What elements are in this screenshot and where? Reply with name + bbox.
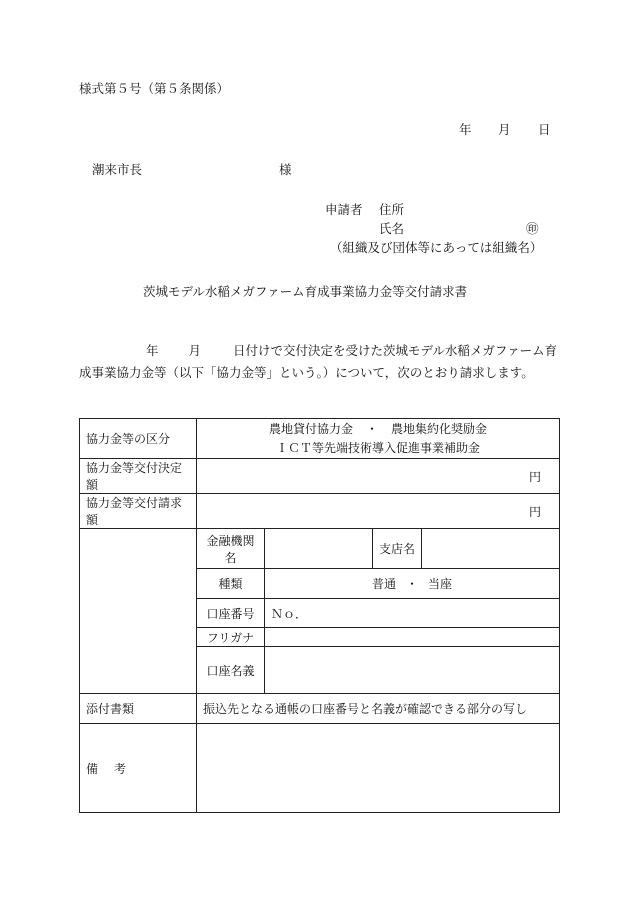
applicant-label: 申請者	[325, 202, 363, 217]
table-row	[80, 694, 560, 724]
addressee: 潮来市長	[92, 162, 143, 177]
type-separator: ・	[405, 577, 418, 591]
account-type-options[interactable]	[265, 569, 560, 599]
account-name-field[interactable]	[265, 647, 560, 694]
remarks-field[interactable]	[197, 724, 560, 813]
para-month: 月	[188, 343, 202, 358]
account-name-label: 口座名義	[197, 647, 265, 694]
decision-amount-field[interactable]	[197, 459, 560, 494]
yen-unit: 円	[528, 504, 541, 519]
furigana-label: フリガナ	[197, 628, 265, 647]
account-type-label: 種類	[197, 569, 265, 599]
request-paragraph	[79, 340, 559, 384]
request-amount-label: 協力金等交付請求額	[80, 494, 197, 529]
attachment-label: 添付書類	[80, 694, 197, 724]
kind-option-1[interactable]: 農地貸付協力金	[268, 421, 353, 436]
bank-name-label: 金融機関名	[197, 529, 265, 569]
bank-section-blank	[80, 529, 197, 694]
document-title: 茨城モデル水稲メガファーム育成事業協力金等交付請求書	[143, 284, 468, 299]
kind-option-3[interactable]: ＩＣＴ等先端技術導入促進事業補助金	[275, 440, 480, 455]
request-amount-field[interactable]	[197, 494, 560, 529]
date-year-label: 年	[459, 122, 472, 137]
account-number-field[interactable]	[265, 599, 560, 628]
branch-name-label: 支店名	[373, 529, 422, 569]
yen-unit: 円	[528, 469, 541, 484]
para-rest: 日付けで交付決定を受けた茨城モデル水稲メガファーム育成事業協力金等（以下「協力金等」という。）について，次のとおり請求します。	[79, 343, 558, 380]
kind-label: 協力金等の区分	[80, 419, 197, 459]
table-row	[80, 419, 560, 459]
bank-name-field[interactable]	[265, 529, 373, 569]
branch-name-field[interactable]	[422, 529, 560, 569]
kind-option-2[interactable]: 農地集約化奨励金	[391, 421, 488, 436]
table-row	[80, 529, 560, 569]
request-form-table	[79, 418, 560, 813]
para-year: 年	[146, 343, 159, 358]
address-label: 住所	[379, 202, 405, 217]
attachment-value: 振込先となる通帳の口座番号と名義が確認できる部分の写し	[197, 694, 560, 724]
table-row	[80, 494, 560, 529]
decision-amount-label: 協力金等交付決定額	[80, 459, 197, 494]
seal-mark: ㊞	[526, 221, 539, 236]
account-number-label: 口座番号	[197, 599, 265, 628]
account-number-prefix: Ｎｏ．	[271, 606, 308, 621]
addressee-honorific: 様	[279, 162, 292, 177]
type-ordinary[interactable]: 普通	[371, 577, 396, 591]
date-day-label: 日	[538, 122, 551, 137]
name-label: 氏名	[379, 221, 405, 236]
date-month-label: 月	[498, 122, 511, 137]
table-row	[80, 724, 560, 813]
furigana-field[interactable]	[265, 628, 560, 647]
organization-note: （組織及び団体等にあっては組織名）	[330, 240, 543, 255]
form-number: 様式第５号（第５条関係）	[79, 81, 230, 96]
remarks-label: 備考	[80, 724, 197, 813]
kind-separator: ・	[365, 421, 378, 436]
kind-options[interactable]	[197, 419, 560, 459]
table-row	[80, 459, 560, 494]
type-current[interactable]: 当座	[428, 577, 453, 591]
